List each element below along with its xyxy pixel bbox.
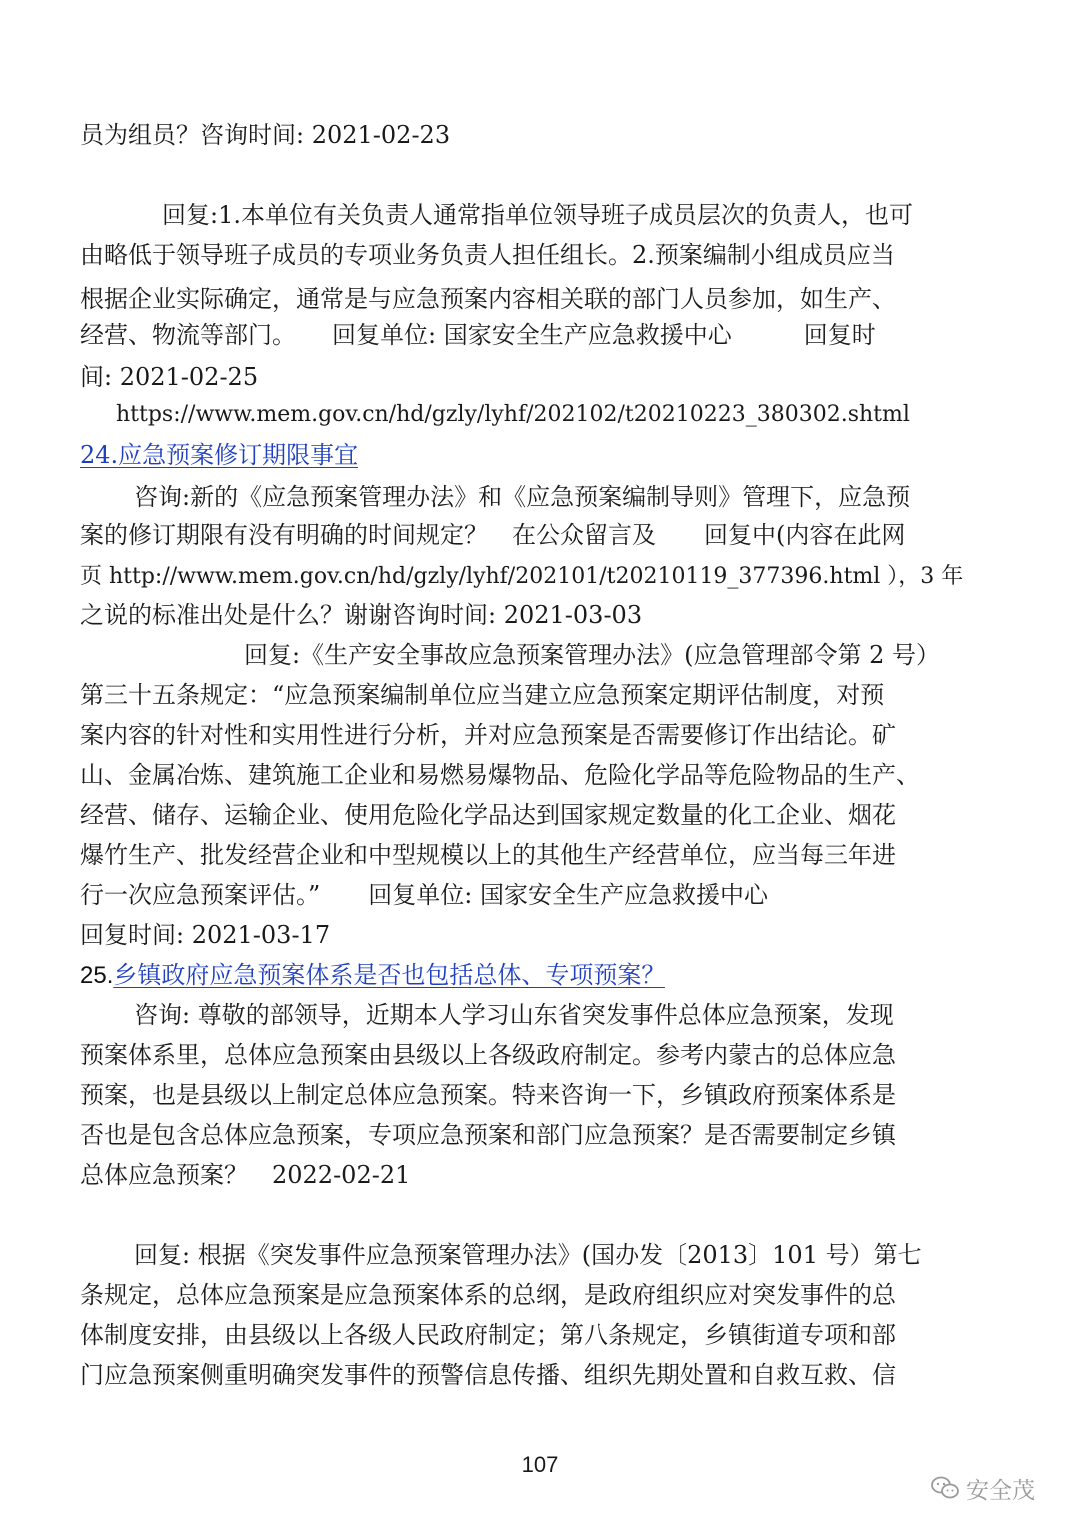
body-line: 根据企业实际确定，通常是与应急预案内容相关联的部门人员参加，如生产、 <box>80 285 896 313</box>
body-line: 预案，也是县级以上制定总体应急预案。特来咨询一下，乡镇政府预案体系是 <box>80 1081 896 1109</box>
body-line: 员为组员？咨询时间: 2021-02-23 <box>80 121 451 149</box>
body-line: 行一次应急预案评估。” 回复单位: 国家安全生产应急救援中心 <box>80 881 768 909</box>
body-line: 回复: 根据《突发事件应急预案管理办法》(国办发〔2013〕101 号）第七 <box>134 1241 922 1269</box>
watermark-text: 安全茂 <box>966 1477 1035 1504</box>
wechat-icon <box>930 1474 960 1502</box>
body-line: 之说的标准出处是什么？谢谢咨询时间: 2021-03-03 <box>80 601 643 629</box>
body-line: 体制度安排，由县级以上各级人民政府制定；第八条规定，乡镇街道专项和部 <box>80 1321 896 1349</box>
body-line: 间: 2021-02-25 <box>80 363 259 391</box>
body-line: 回复:《生产安全事故应急预案管理办法》(应急管理部令第 2 号） <box>244 641 940 669</box>
body-line: 页 http://www.mem.gov.cn/hd/gzly/lyhf/202101/t20210119_377396.html ），3 年 <box>80 564 964 589</box>
body-line: 总体应急预案？ 2022-02-21 <box>80 1161 411 1189</box>
section-heading-24[interactable]: 24.应急预案修订期限事宜 <box>80 441 359 469</box>
section-title-link[interactable]: 乡镇政府应急预案体系是否也包括总体、专项预案？ <box>113 961 666 989</box>
body-line: 咨询: 尊敬的部领导，近期本人学习山东省突发事件总体应急预案，发现 <box>134 1001 894 1029</box>
body-line: 回复:1.本单位有关负责人通常指单位领导班子成员层次的负责人，也可 <box>162 201 913 229</box>
section-heading-25[interactable] <box>80 958 665 992</box>
watermark <box>930 1468 1050 1508</box>
body-line: 第三十五条规定：“应急预案编制单位应当建立应急预案定期评估制度，对预 <box>80 681 885 709</box>
body-line: 预案体系里，总体应急预案由县级以上各级政府制定。参考内蒙古的总体应急 <box>80 1041 896 1069</box>
body-line: 经营、物流等部门。 回复单位: 国家安全生产应急救援中心 回复时 <box>80 321 876 349</box>
body-line: 回复时间: 2021-03-17 <box>80 921 331 949</box>
body-line: 条规定，总体应急预案是应急预案体系的总纲，是政府组织应对突发事件的总 <box>80 1281 896 1309</box>
page-number: 107 <box>521 1452 559 1477</box>
body-line: 由略低于领导班子成员的专项业务负责人担任组长。2.预案编制小组成员应当 <box>80 241 895 269</box>
body-line: 案内容的针对性和实用性进行分析，并对应急预案是否需要修订作出结论。矿 <box>80 721 896 749</box>
body-line: 咨询:新的《应急预案管理办法》和《应急预案编制导则》管理下，应急预 <box>134 483 911 511</box>
body-line: 山、金属冶炼、建筑施工企业和易燃易爆物品、危险化学品等危险物品的生产、 <box>80 761 920 789</box>
body-line: 门应急预案侧重明确突发事件的预警信息传播、组织先期处置和自救互救、信 <box>80 1361 896 1389</box>
body-line: 案的修订期限有没有明确的时间规定？ 在公众留言及 回复中(内容在此网 <box>80 521 906 549</box>
body-line: 经营、储存、运输企业、使用危险化学品达到国家规定数量的化工企业、烟花 <box>80 801 896 829</box>
source-url: https://www.mem.gov.cn/hd/gzly/lyhf/202102/t20210223_380302.shtml <box>116 402 910 427</box>
section-number: 25. <box>80 962 114 989</box>
body-line: 爆竹生产、批发经营企业和中型规模以上的其他生产经营单位，应当每三年进 <box>80 841 896 869</box>
body-line: 否也是包含总体应急预案，专项应急预案和部门应急预案？是否需要制定乡镇 <box>80 1121 896 1149</box>
